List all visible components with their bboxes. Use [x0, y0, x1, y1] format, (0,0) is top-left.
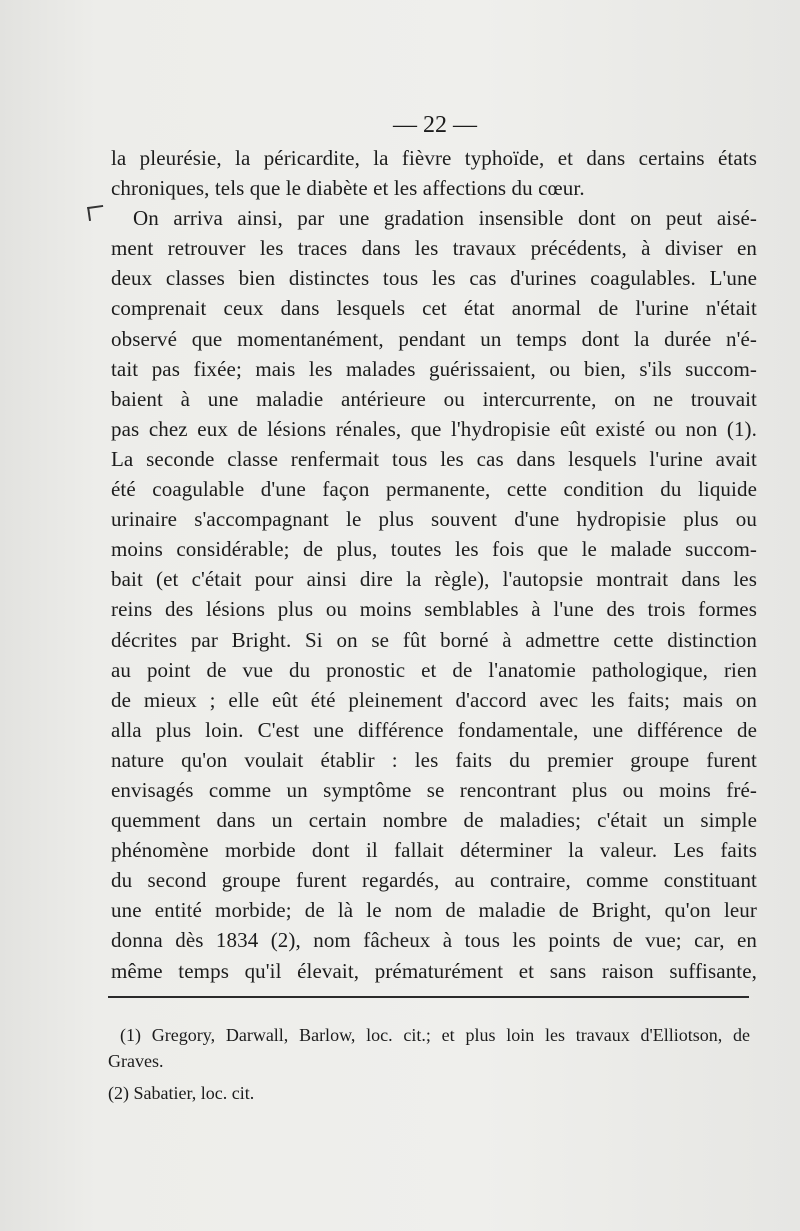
- text-line: au point de vue du pronostic et de l'anatomie pathologique, rien: [111, 657, 757, 682]
- text-line: On arriva ainsi, par une gradation insensible dont on peut aisé-: [133, 206, 757, 231]
- footnote-divider: [108, 996, 749, 998]
- text-line: moins considérable; de plus, toutes les fois que le malade succom-: [111, 537, 757, 562]
- text-line: observé que momentanément, pendant un temps dont la durée n'é-: [111, 326, 757, 351]
- text-line: urinaire s'accompagnant le plus souvent d'une hydropisie plus ou: [111, 507, 757, 532]
- text-line: une entité morbide; de là le nom de maladie de Bright, qu'on leur: [111, 898, 757, 923]
- text-line: La seconde classe renfermait tous les cas dans lesquels l'urine avait: [111, 446, 757, 471]
- text-line: pas chez eux de lésions rénales, que l'hydropisie eût existé ou non (1).: [111, 416, 757, 441]
- text-line: chroniques, tels que le diabète et les affections du cœur.: [111, 176, 585, 201]
- text-line: deux classes bien distinctes tous les cas d'urines coagulables. L'une: [111, 266, 757, 291]
- text-line: quemment dans un certain nombre de maladies; c'était un simple: [111, 808, 757, 833]
- text-line: ment retrouver les traces dans les travaux précédents, à diviser en: [111, 236, 757, 261]
- text-line: envisagés comme un symptôme se rencontrant plus ou moins fré-: [111, 777, 757, 802]
- footnote-1-continuation: Graves.: [108, 1051, 164, 1071]
- footnotes: [108, 1022, 750, 1106]
- text-line: même temps qu'il élevait, prématurément et sans raison suffisante,: [111, 958, 757, 983]
- footnote-2: (2) Sabatier, loc. cit.: [108, 1083, 255, 1103]
- text-line: phénomène morbide dont il fallait déterminer la valeur. Les faits: [111, 838, 757, 863]
- margin-bracket-mark: [87, 205, 105, 221]
- text-line: bait (et c'était pour ainsi dire la règle), l'autopsie montrait dans les: [111, 567, 757, 592]
- text-line: nature qu'on voulait établir : les faits du premier groupe furent: [111, 747, 757, 772]
- page-number: — 22 —: [393, 112, 477, 138]
- text-line: tait pas fixée; mais les malades guérissaient, ou bien, s'ils succom-: [111, 356, 757, 381]
- body-text: [111, 143, 757, 986]
- text-line: reins des lésions plus ou moins semblables à l'une des trois formes: [111, 597, 757, 622]
- text-line: donna dès 1834 (2), nom fâcheux à tous les points de vue; car, en: [111, 928, 757, 953]
- text-line: la pleurésie, la péricardite, la fièvre typhoïde, et dans certains états: [111, 146, 757, 170]
- text-line: été coagulable d'une façon permanente, cette condition du liquide: [111, 477, 757, 502]
- text-line: alla plus loin. C'est une différence fondamentale, une différence de: [111, 717, 757, 742]
- text-line: du second groupe furent regardés, au contraire, comme constituant: [111, 868, 757, 893]
- text-line: comprenait ceux dans lesquels cet état anormal de l'urine n'était: [111, 296, 757, 321]
- text-line: de mieux ; elle eût été pleinement d'accord avec les faits; mais on: [111, 687, 757, 712]
- text-line: décrites par Bright. Si on se fût borné à admettre cette distinction: [111, 627, 757, 652]
- footnote-1: (1) Gregory, Darwall, Barlow, loc. cit.; et plus loin les travaux d'Elliotson, de: [120, 1025, 750, 1045]
- text-line: baient à une maladie antérieure ou intercurrente, on ne trouvait: [111, 386, 757, 411]
